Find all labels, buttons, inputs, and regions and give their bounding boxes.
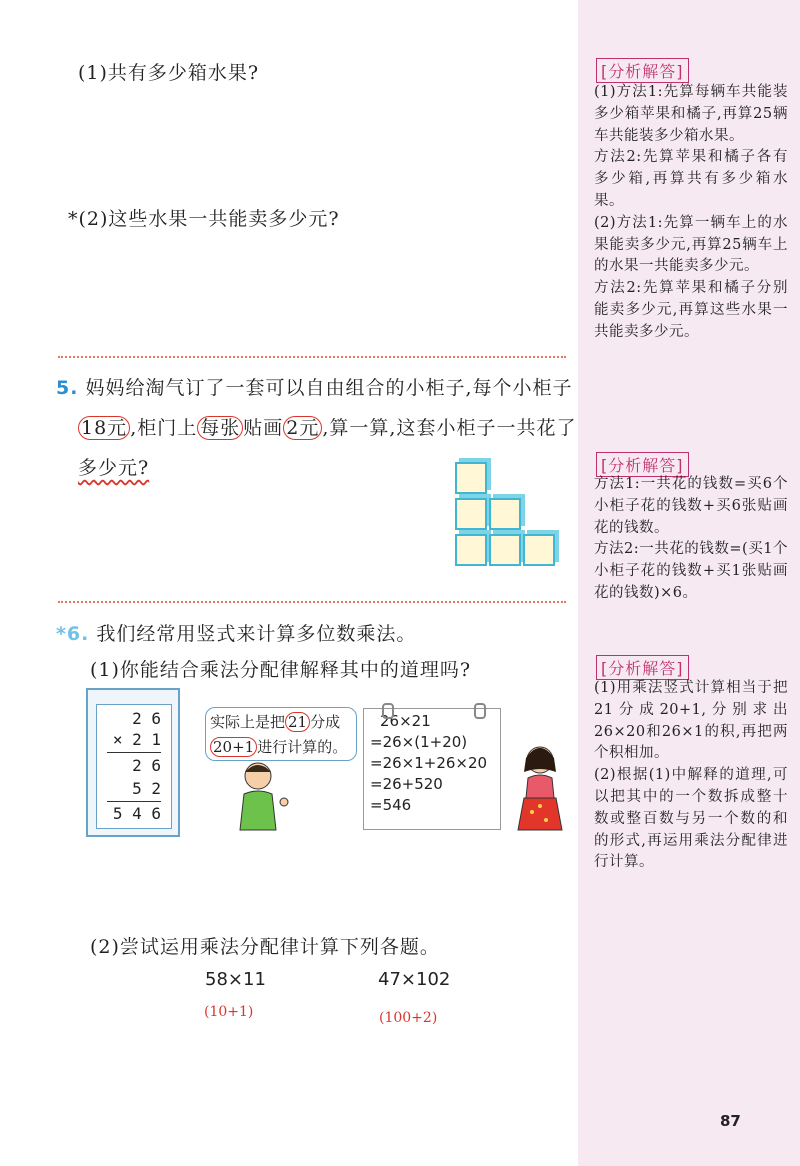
- calc-row: 5 4 6: [112, 804, 161, 823]
- bubble-line-2: [210, 735, 352, 760]
- q6-title: [56, 619, 416, 646]
- q5-question: 多少元?: [78, 457, 150, 479]
- bubble-text: 实际上是把: [210, 713, 286, 731]
- boy-figure: [228, 760, 298, 832]
- circled-number: 21: [285, 712, 310, 732]
- q6-part-1: (1)你能结合乘法分配律解释其中的道理吗?: [90, 659, 472, 681]
- answer-title: [分析解答]: [596, 58, 689, 83]
- bubble-line-1: [210, 710, 352, 735]
- q5-text-4: ,算一算,这套小柜子一共花了: [322, 417, 577, 439]
- circled-number: 20+1: [210, 737, 257, 757]
- bubble-text: 进行计算的。: [257, 738, 348, 756]
- answer-line: 方法2:先算苹果和橘子分别能卖多少元,再算这些水果一共能卖多少元。: [594, 280, 788, 340]
- q5-text-1: 妈妈给淘气订了一套可以自由组合的小柜子,每个小柜子: [85, 377, 573, 399]
- answer-block-2: [594, 474, 788, 605]
- q6-part-2: (2)尝试运用乘法分配律计算下列各题。: [90, 936, 440, 958]
- answer-line: (1)方法1:先算每辆车共能装多少箱苹果和橘子,再算25辆车共能装多少箱水果。: [594, 84, 788, 144]
- answer-line: (2)根据(1)中解释的道理,可以把其中的一个数拆成整十数或整百数与另一个数的和的形式,再运用乘法分配律进行计算。: [594, 767, 788, 871]
- circled-each: 每张: [197, 416, 243, 440]
- question-part-1: [78, 58, 259, 85]
- calculation-board: [363, 708, 501, 830]
- page-number: 87: [720, 1112, 741, 1130]
- question-number: 5.: [56, 377, 79, 399]
- q5-text-3: 贴画: [243, 417, 284, 439]
- hint-1: (10+1): [204, 1004, 254, 1020]
- calc-row: 5 2: [132, 779, 161, 798]
- circled-price: 2元: [283, 416, 322, 440]
- question-number: *6.: [56, 623, 90, 645]
- calc-row: 2 6: [132, 709, 161, 728]
- answer-line: (2)方法1:先算一辆车上的水果能卖多少元,再算25辆车上的水果一共能卖多少元。: [594, 214, 788, 275]
- answer-title: [分析解答]: [596, 452, 689, 477]
- board-line: 26×21: [380, 712, 431, 730]
- part-label: *(2): [68, 208, 109, 230]
- question-part-2: [68, 204, 340, 231]
- q5-line-2: [78, 413, 576, 440]
- board-line: =26×1+26×20: [370, 754, 488, 772]
- calc-row: 2 6: [132, 756, 161, 775]
- answer-title: [分析解答]: [596, 655, 689, 680]
- q5-line-1: [56, 373, 573, 400]
- section-divider: [58, 356, 566, 358]
- pin-icon: [474, 703, 486, 719]
- board-line: =26+520: [370, 775, 443, 793]
- part-text: 共有多少箱水果?: [107, 62, 260, 84]
- answer-block-1: [594, 82, 788, 344]
- vertical-calculation: [86, 688, 180, 837]
- expression-1: 58×11: [205, 969, 266, 990]
- answer-line: 方法2:一共花的钱数=(买1个小柜子花的钱数+买1张贴画花的钱数)×6。: [594, 541, 788, 601]
- vertical-calculation-paper: [96, 704, 172, 829]
- expression-2: 47×102: [378, 969, 451, 990]
- q6-title-text: 我们经常用竖式来计算多位数乘法。: [96, 623, 417, 645]
- girl-figure: [512, 742, 570, 834]
- q5-line-3: [78, 453, 149, 480]
- answer-line: (1)用乘法竖式计算相当于把21分成20+1,分别求出26×20和26×1的积,再把两个积相加。: [594, 680, 788, 762]
- calc-line: [107, 752, 161, 753]
- circled-price: 18元: [78, 416, 130, 440]
- answer-line: 方法2:先算苹果和橘子各有多少箱,再算共有多少箱水果。: [594, 149, 788, 209]
- bubble-text: 分成: [310, 713, 341, 731]
- section-divider: [58, 601, 566, 603]
- speech-bubble: [205, 707, 357, 761]
- pin-icon: [382, 703, 394, 719]
- answer-line: 方法1:一共花的钱数=买6个小柜子花的钱数+买6张贴画花的钱数。: [594, 476, 788, 536]
- answer-block-3: [594, 678, 788, 874]
- board-line: =546: [370, 796, 412, 814]
- board-line: =26×(1+20): [370, 733, 468, 751]
- calc-line: [107, 801, 161, 802]
- q5-text-2: ,柜门上: [130, 417, 198, 439]
- part-text: 这些水果一共能卖多少元?: [108, 208, 340, 230]
- part-label: (1): [78, 62, 108, 84]
- calc-row: × 2 1: [112, 730, 161, 749]
- hint-2: (100+2): [379, 1010, 438, 1026]
